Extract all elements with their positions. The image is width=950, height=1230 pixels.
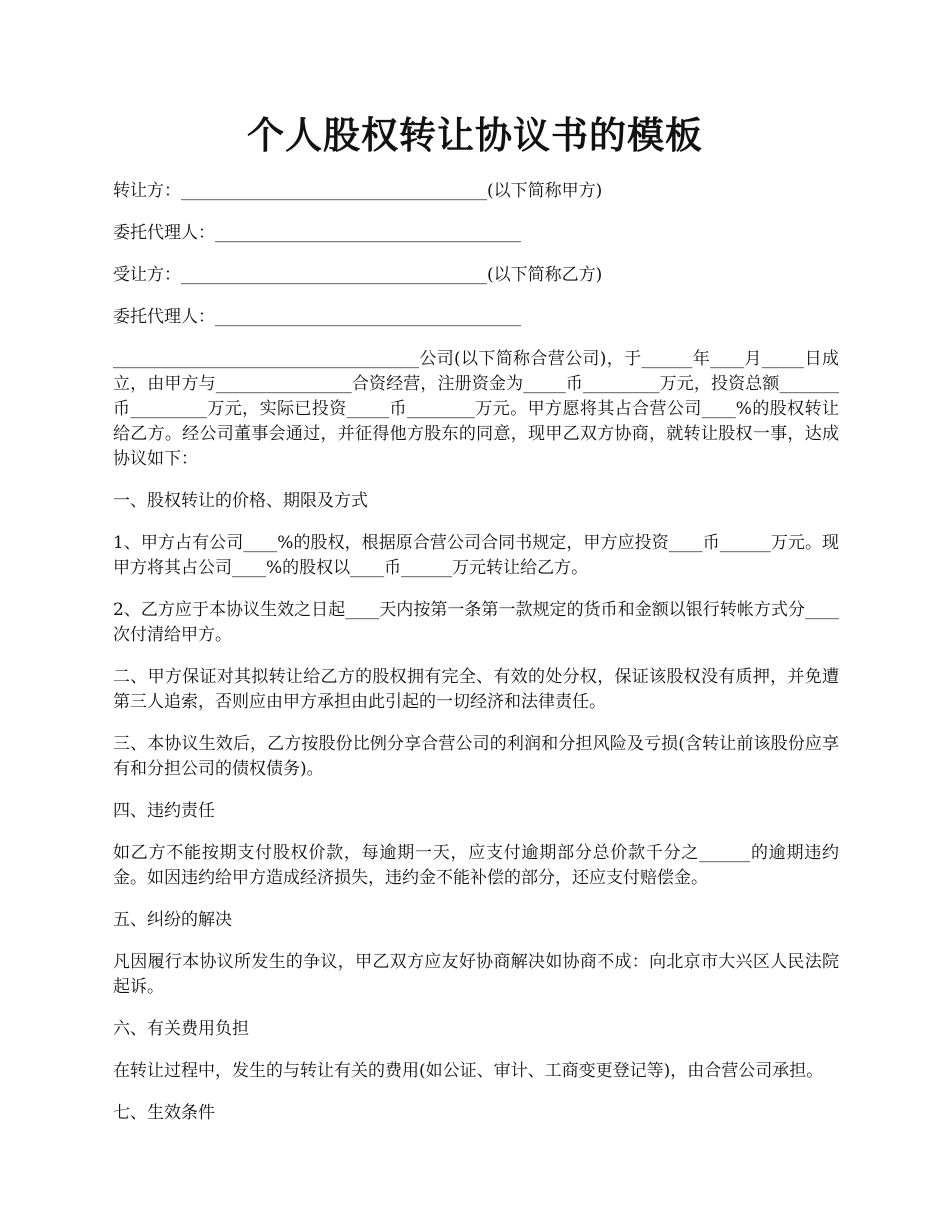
clause-paragraph: 二、甲方保证对其拟转让给乙方的股权拥有完全、有效的处分权，保证该股权没有质押，并免遭第三人追索，否则应由甲方承担由此引起的一切经济和法律责任。 <box>113 667 839 712</box>
transferee-agent-line: 委托代理人：____________________________________ <box>113 307 521 327</box>
clause-paragraph: 如乙方不能按期支付股权价款，每逾期一天，应支付逾期部分总价款千分之______的逾期违约金。如因违约给甲方造成经济损失，违约金不能补偿的部分，还应支付赔偿金。 <box>113 843 839 888</box>
document-title: 个人股权转让协议书的模板 <box>247 113 703 157</box>
clause-paragraph: 三、本协议生效后，乙方按股份比例分享合营公司的利润和分担风险及亏损(含转让前该股份应享有和分担公司的债权债务)。 <box>113 734 839 779</box>
section-heading: 七、生效条件 <box>113 1103 215 1123</box>
clause-paragraph: 凡因履行本协议所发生的争议，甲乙双方应友好协商解决如协商不成：向北京市大兴区人民法院起诉。 <box>113 952 839 997</box>
section-heading: 四、违约责任 <box>113 801 215 821</box>
transferor-line: 转让方：____________________________________(以下简称甲方) <box>113 181 603 201</box>
section-heading: 六、有关费用负担 <box>113 1019 249 1039</box>
section-heading: 五、纠纷的解决 <box>113 910 232 930</box>
transferor-agent-line: 委托代理人：____________________________________ <box>113 223 521 243</box>
clause-paragraph: 1、甲方占有公司____%的股权，根据原合营公司合同书规定，甲方应投资____币______万元。现甲方将其占公司____%的股权以____币______万元转让给乙方。 <box>113 533 839 578</box>
preamble-paragraph: ____________________________________公司(以下简称合营公司)，于______年____月_____日成立，由甲方与________________合资经营，注册资金为_____币_________万元，投资总额_______币_________万元，实际已投资_____币________万元。甲方愿将其占合营公司____%的股权转让给乙方。经公司董事会通过，并征得他方股东的同意，现甲乙双方协商，就转让股权一事，达成协议如下： <box>113 349 839 469</box>
document-body <box>113 179 839 1143</box>
section-heading: 一、股权转让的价格、期限及方式 <box>113 491 368 511</box>
transferee-line: 受让方：____________________________________(以下简称乙方) <box>113 265 603 285</box>
clause-paragraph: 在转让过程中，发生的与转让有关的费用(如公证、审计、工商变更登记等)，由合营公司承担。 <box>113 1061 824 1081</box>
clause-paragraph: 2、乙方应于本协议生效之日起____天内按第一条第一款规定的货币和金额以银行转帐方式分____次付清给甲方。 <box>113 600 839 645</box>
